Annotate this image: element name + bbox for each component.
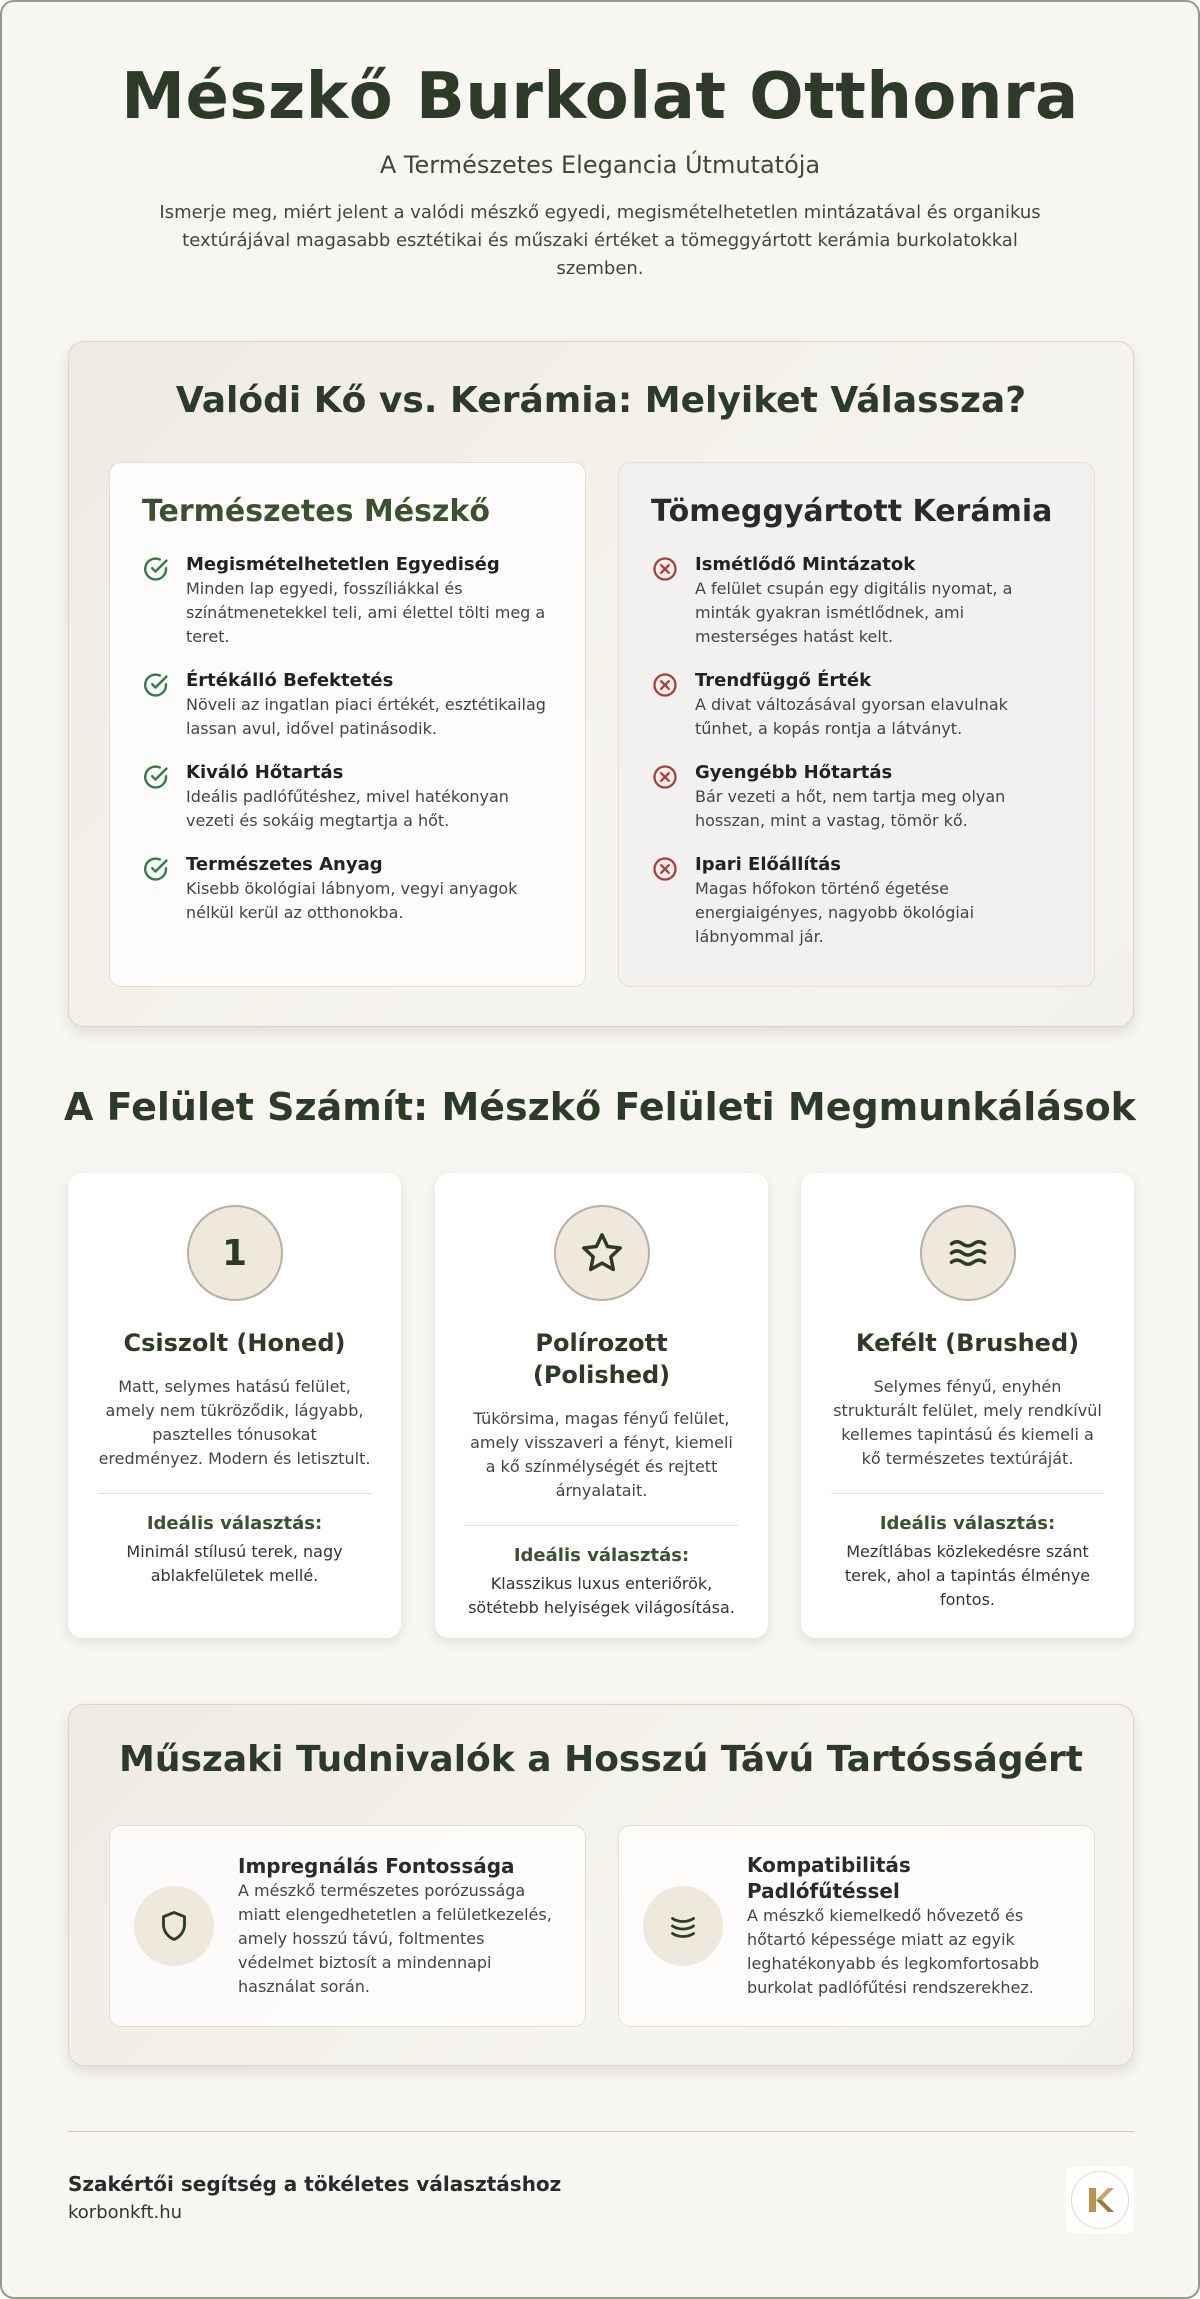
ideal-label: Ideális választás: bbox=[879, 1513, 1056, 1534]
x-circle-icon bbox=[651, 671, 679, 699]
feature-description: A felület csupán egy digitális nyomat, a minták gyakran ismétlődnek, ami mesterséges hatást kelt. bbox=[695, 579, 1013, 646]
ideal-label: Ideális választás: bbox=[513, 1545, 690, 1566]
feature-title: Ismétlődő Mintázatok bbox=[695, 554, 916, 575]
feature-item bbox=[142, 669, 553, 741]
logo-ring bbox=[1071, 2171, 1129, 2229]
feature-item bbox=[142, 761, 553, 833]
feature-description: A divat változásával gyorsan elavulnak tűnhet, a kopás rontja a látványt. bbox=[695, 695, 1008, 738]
ceramic-title: Tömeggyártott Kerámia bbox=[651, 494, 1053, 529]
finish-title: Csiszolt (Honed) bbox=[123, 1329, 346, 1357]
feature-item bbox=[651, 553, 1062, 649]
limestone-list bbox=[142, 553, 553, 925]
waves-icon bbox=[920, 1205, 1016, 1301]
number-one-icon bbox=[187, 1205, 283, 1301]
divider bbox=[98, 1493, 371, 1494]
feature-item bbox=[142, 853, 553, 925]
feature-text bbox=[695, 669, 1062, 741]
tech-card-impregnation bbox=[109, 1825, 586, 2027]
feature-item bbox=[142, 553, 553, 649]
comparison-panel bbox=[68, 341, 1134, 1027]
ideal-text: Klasszikus luxus enteriőrök, sötétebb helyiségek világosítása. bbox=[468, 1574, 735, 1617]
intro-paragraph: Ismerje meg, miért jelent a valódi mészkő egyedi, megismételhetetlen mintázatával és organikus textúrájával magasabb esztétikai és műszaki értéket a tömeggyártott kerámia burkolatokkal szemben. bbox=[159, 202, 1041, 279]
feature-item bbox=[651, 669, 1062, 741]
tech-card-title: Impregnálás Fontossága bbox=[238, 1854, 515, 1878]
finish-badge: 1 bbox=[221, 1232, 248, 1274]
check-circle-icon bbox=[142, 671, 170, 699]
feature-text bbox=[695, 853, 1062, 949]
feature-item bbox=[651, 761, 1062, 833]
feature-title: Kiváló Hőtartás bbox=[186, 762, 344, 783]
finish-description: Tükörsima, magas fényű felület, amely visszaveri a fényt, kiemeli a kő színmélységét és rejtett árnyalatait. bbox=[470, 1409, 733, 1500]
feature-title: Megismételhetetlen Egyediség bbox=[186, 554, 500, 575]
feature-title: Trendfüggő Érték bbox=[695, 670, 872, 691]
feature-title: Természetes Anyag bbox=[186, 854, 383, 875]
feature-item bbox=[651, 853, 1062, 949]
feature-text bbox=[695, 553, 1062, 649]
finish-card-polished bbox=[435, 1173, 768, 1638]
divider bbox=[465, 1525, 738, 1526]
hero-section bbox=[2, 57, 1198, 283]
feature-title: Ipari Előállítás bbox=[695, 854, 841, 875]
finish-description: Matt, selymes hatású felület, amely nem tükröződik, lágyabb, pasztelles tónusokat eredményez. Modern és letisztult. bbox=[98, 1377, 371, 1468]
heat-waves-icon bbox=[643, 1886, 723, 1966]
check-circle-icon bbox=[142, 855, 170, 883]
tech-card-title: Kompatibilitás Padlófűtéssel bbox=[747, 1853, 911, 1903]
ideal-text: Minimál stílusú terek, nagy ablakfelületek mellé. bbox=[126, 1542, 343, 1585]
feature-description: Bár vezeti a hőt, nem tartja meg olyan hosszan, mint a vastag, tömör kő. bbox=[695, 787, 1006, 830]
feature-text bbox=[695, 761, 1062, 833]
check-circle-icon bbox=[142, 763, 170, 791]
finish-description: Selymes fényű, enyhén strukturált felület, mely rendkívül kellemes tapintású és kiemeli a kő természetes textúráját. bbox=[833, 1377, 1102, 1468]
k-logo-icon[interactable] bbox=[1066, 2166, 1134, 2234]
feature-text bbox=[186, 553, 553, 649]
shield-icon bbox=[134, 1886, 214, 1966]
page-title: Mészkő Burkolat Otthonra bbox=[121, 60, 1079, 134]
ceramic-list bbox=[651, 553, 1062, 949]
divider bbox=[831, 1493, 1104, 1494]
feature-text bbox=[186, 853, 553, 925]
footer-divider bbox=[68, 2131, 1134, 2132]
finish-title: Kefélt (Brushed) bbox=[855, 1329, 1080, 1357]
ideal-text: Mezítlábas közlekedésre szánt terek, ahol a tapintás élménye fontos. bbox=[844, 1542, 1091, 1609]
limestone-card bbox=[109, 462, 586, 987]
tech-card-text: A mészkő természetes porózussága miatt elengedhetetlen a felületkezelés, amely hosszú távú, foltmentes védelmet biztosít a mindennapi használat során. bbox=[238, 1881, 552, 1996]
limestone-title: Természetes Mészkő bbox=[142, 494, 490, 529]
feature-title: Gyengébb Hőtartás bbox=[695, 762, 893, 783]
feature-description: Kisebb ökológiai lábnyom, vegyi anyagok nélkül kerül az otthonokba. bbox=[186, 879, 518, 922]
finish-title: Polírozott (Polished) bbox=[532, 1329, 671, 1389]
technical-panel bbox=[68, 1704, 1134, 2066]
feature-description: Növeli az ingatlan piaci értékét, esztétikailag lassan avul, idővel patinásodik. bbox=[186, 695, 546, 738]
page-subtitle: A Természetes Elegancia Útmutatója bbox=[379, 151, 821, 179]
check-circle-icon bbox=[142, 555, 170, 583]
feature-text bbox=[186, 669, 553, 741]
x-circle-icon bbox=[651, 855, 679, 883]
feature-title: Értékálló Befektetés bbox=[186, 670, 394, 691]
footer-title: Szakértői segítség a tökéletes választáshoz bbox=[68, 2172, 562, 2196]
feature-description: Ideális padlófűtéshez, mivel hatékonyan vezeti és sokáig megtartja a hőt. bbox=[186, 787, 509, 830]
ceramic-card bbox=[618, 462, 1095, 987]
ideal-label: Ideális választás: bbox=[146, 1513, 323, 1534]
footer-link[interactable]: korbonkft.hu bbox=[68, 2202, 183, 2223]
star-icon bbox=[554, 1205, 650, 1301]
feature-description: Magas hőfokon történő égetése energiaigényes, nagyobb ökológiai lábnyommal jár. bbox=[695, 879, 975, 946]
feature-text bbox=[186, 761, 553, 833]
finish-card-honed bbox=[68, 1173, 401, 1638]
comparison-title: Valódi Kő vs. Kerámia: Melyiket Válassza? bbox=[175, 380, 1027, 421]
x-circle-icon bbox=[651, 555, 679, 583]
technical-title: Műszaki Tudnivalók a Hosszú Távú Tartósságért bbox=[119, 1739, 1083, 1780]
finishes-title: A Felület Számít: Mészkő Felületi Megmunkálások bbox=[64, 1085, 1136, 1129]
tech-card-text: A mészkő kiemelkedő hővezető és hőtartó képessége miatt az egyik leghatékonyabb és legkomfortosabb burkolat padlófűtési rendszerekhez. bbox=[747, 1906, 1040, 1997]
x-circle-icon bbox=[651, 763, 679, 791]
tech-card-floor-heating bbox=[618, 1825, 1095, 2027]
feature-description: Minden lap egyedi, fosszíliákkal és színátmenetekkel teli, ami élettel tölti meg a teret. bbox=[186, 579, 546, 646]
finish-card-brushed bbox=[801, 1173, 1134, 1638]
